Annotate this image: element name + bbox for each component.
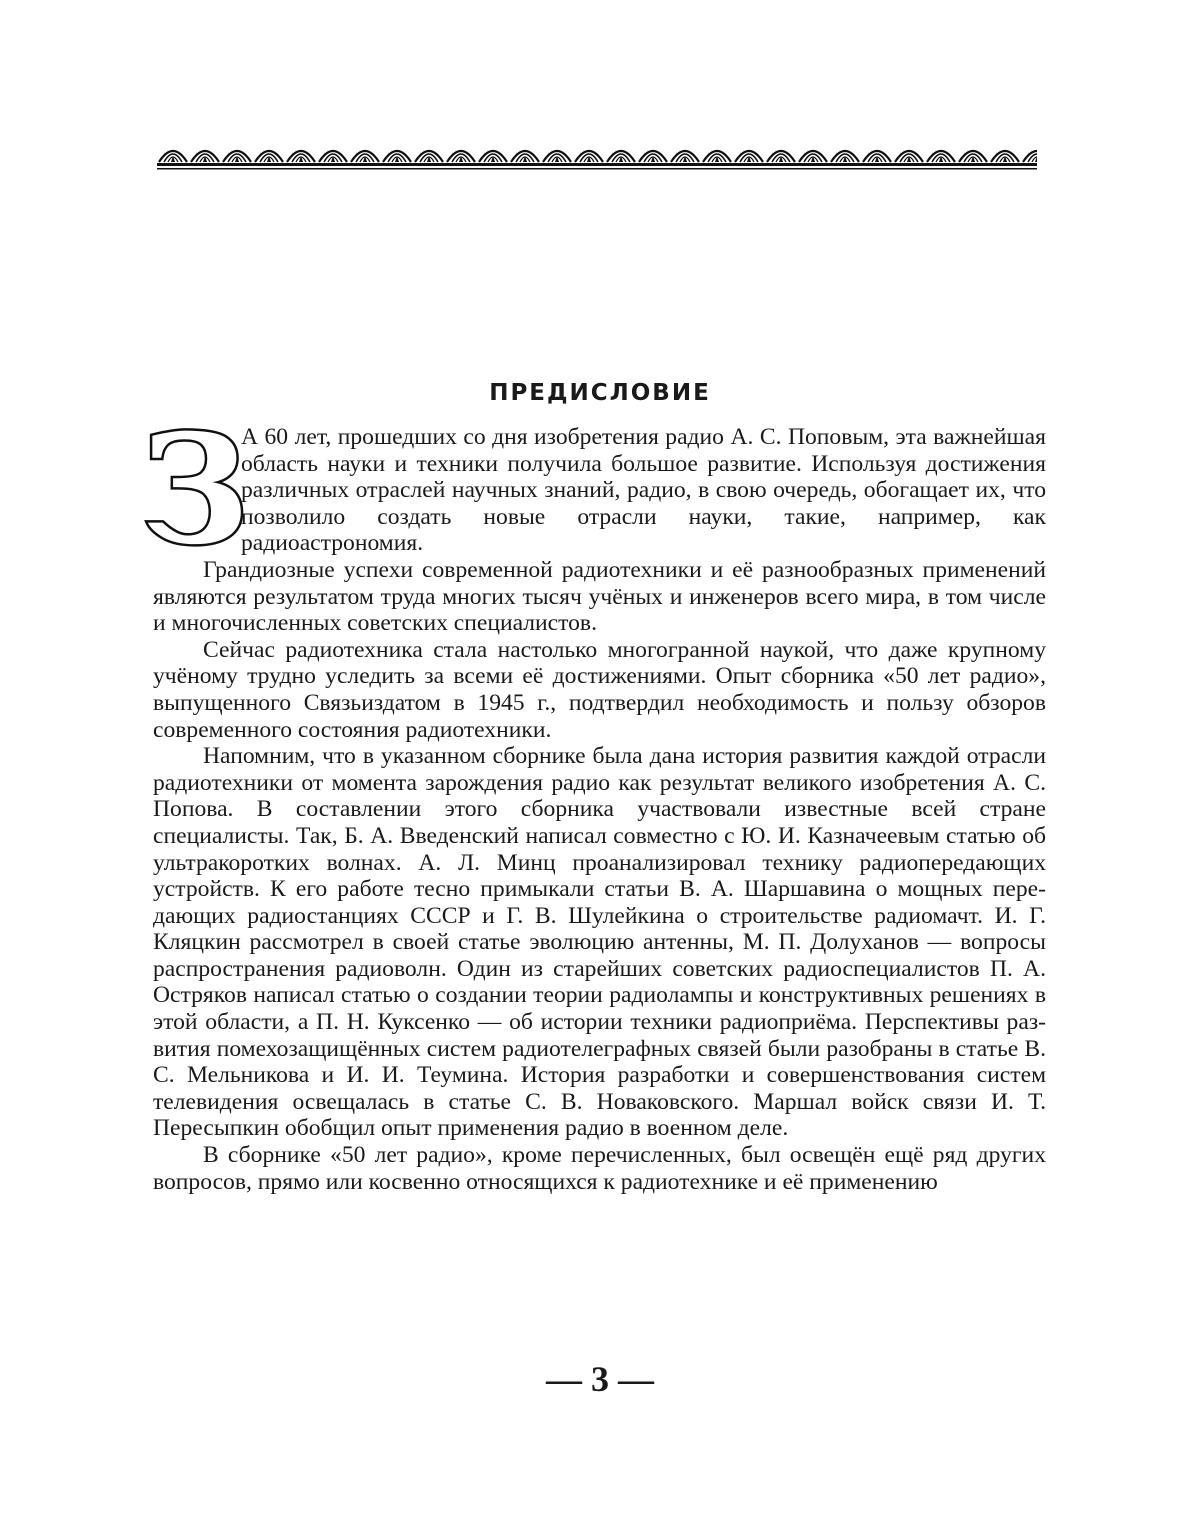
paragraph-4: Напомним, что в указанном сборнике была дана история развития каждой отрасли радиотехники от момента зарождения радио как резуль­тат великого изобретения А. С. Попова. В составлении этого сборника участвовали известные всей стране специалисты. Так, Б. А. Введенский написал совместно с Ю. И. Казначеевым статью об ультракоротких вол­нах. А. Л. Минц проанализировал технику радиопередающих устройств. К его работе тесно примыкали статьи В. А. Шаршавина о мощных пере­дающих радиостанциях СССР и Г. В. Шулейкина о строительстве радио­мачт. И. Г. Кляцкин рассмотрел в своей статье эволюцию антенны, М. П. Долуханов — вопросы распространения радиоволн. Один из ста­рейших советских радиоспециалистов П. А. Остряков написал статью о создании теории радиолампы и конструктивных решениях в этой области, а П. Н. Куксенко — об истории техники радиоприёма. Перспективы раз­вития помехозащищённых систем радиотелеграфных связей были разоб­раны в статье В. С. Мельникова и И. И. Теумина. История разработки и совершенствования систем телевидения освещалась в статье С. В. Нова­ковского. Маршал войск связи И. Т. Пересыпкин обобщил опыт примене­ния радио в военном деле. <box>153 743 1046 1142</box>
page-number: — 3 — <box>0 1358 1200 1400</box>
paragraph-2: Грандиозные успехи современной радиотехники и её разнообразных применений являются результатом труда многих тысяч учёных и инжене­ров всего мира, в том числе и многочисленных советских специалистов. <box>153 557 1046 637</box>
page-title: ПРЕДИСЛОВИЕ <box>0 380 1200 406</box>
drop-cap-glyph: З <box>141 402 249 578</box>
paragraph-1 <box>153 424 1046 557</box>
paragraph-1-text: А 60 лет, прошедших со дня изобретения радио А. С. Поповым, эта важнейшая область науки и техники получила большое разви­тие. Используя достижения различных отраслей научных знаний, радио, в свою очередь, обогащает их, что позволило создать но­вые отрасли науки, такие, например, как радиоастрономия. <box>241 424 1046 556</box>
drop-cap-letter <box>153 426 237 552</box>
preface-body <box>153 424 1046 1195</box>
paragraph-3: Сейчас радиотехника стала настолько многогранной наукой, что да­же крупному учёному трудно уследить за всеми её достижениями. Опыт сборника «50 лет радио», выпущенного Связьиздатом в 1945 г., подтвер­дил необходимость и пользу обзоров современного состояния радиотех­ники. <box>153 637 1046 743</box>
ornament-border <box>157 136 1037 176</box>
paragraph-5: В сборнике «50 лет радио», кроме перечисленных, был освещён ещё ряд других вопросов, прямо или косвенно относящихся к радиотехнике и её применению <box>153 1142 1046 1195</box>
